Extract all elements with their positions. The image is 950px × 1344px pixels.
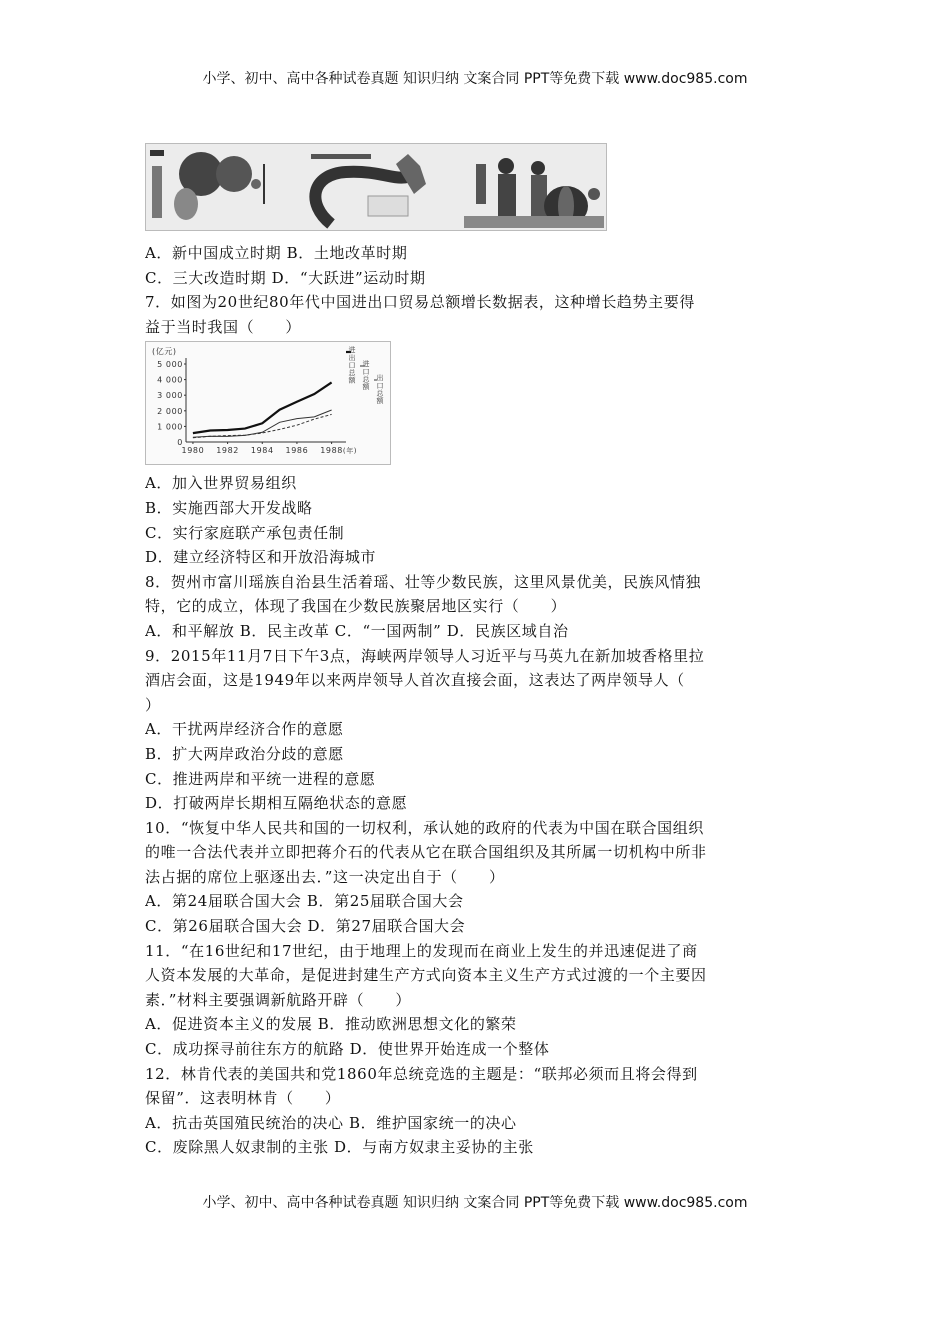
q10-option-line: C．第26届联合国大会 D．第27届联合国大会 xyxy=(145,917,466,936)
q11-stem-line: 素．”材料主要强调新航路开辟（ ） xyxy=(145,990,411,1009)
q12-option-line: A．抗击英国殖民统治的决心 B．维护国家统一的决心 xyxy=(145,1113,517,1132)
q7-option-line: D．建立经济特区和开放沿海城市 xyxy=(145,548,377,567)
x-tick-label: 1982 xyxy=(216,446,239,456)
y-unit-label: (亿元) xyxy=(152,347,177,357)
q9-stem-line: 9．2015年11月7日下午3点，海峡两岸领导人习近平与马英九在新加坡香格里拉 xyxy=(145,646,705,665)
q8-option-line: A．和平解放 B．民主改革 C．“一国两制” D．民族区域自治 xyxy=(145,621,569,640)
q6-option-line: A．新中国成立时期 B．土地改革时期 xyxy=(145,244,408,262)
q7-option-line: C．实行家庭联产承包责任制 xyxy=(145,523,345,542)
series-line-thick xyxy=(193,383,332,434)
q9-stem-line: ） xyxy=(145,695,161,714)
q11-option-line: A．促进资本主义的发展 B．推动欧洲思想文化的繁荣 xyxy=(145,1015,517,1034)
q9-stem-line: 酒店会面，这是1949年以来两岸领导人首次直接会面，这表达了两岸领导人（ xyxy=(145,671,685,690)
trade-growth-chart xyxy=(145,341,391,465)
x-axis-label: (年) xyxy=(342,447,358,456)
q9-option-line: C．推进两岸和平统一进程的意愿 xyxy=(145,769,376,788)
q10-stem-line: 法占据的席位上驱逐出去．”这一决定出自于（ ） xyxy=(145,867,505,886)
page-header: 小学、初中、高中各种试卷真题 知识归纳 文案合同 PPT等免费下载 www.doc985.com xyxy=(202,71,748,87)
q7-stem-line: 益于当时我国（ ） xyxy=(145,317,302,336)
q12-stem-line: 保留”．这表明林肯（ ） xyxy=(145,1089,341,1108)
q7-option-line: A．加入世界贸易组织 xyxy=(145,474,297,493)
q6-option-line: C．三大改造时期 D．“大跃进”运动时期 xyxy=(145,268,426,287)
q9-option-line: A．干扰两岸经济合作的意愿 xyxy=(145,720,344,739)
y-tick-label: 5 000 xyxy=(157,360,183,370)
y-tick-label: 1 000 xyxy=(157,422,183,432)
cartoon-strip-image xyxy=(145,143,607,231)
q9-option-line: D．打破两岸长期相互隔绝状态的意愿 xyxy=(145,794,408,813)
x-tick-label: 1980 xyxy=(181,446,205,456)
page-footer: 小学、初中、高中各种试卷真题 知识归纳 文案合同 PPT等免费下载 www.doc985.com xyxy=(202,1195,748,1211)
y-tick-label: 3 000 xyxy=(157,391,183,401)
q11-stem-line: 11．“在16世纪和17世纪，由于地理上的发现而在商业上发生的并迅速促进了商 xyxy=(145,941,698,960)
q11-option-line: C．成功探寻前往东方的航路 D．使世界开始连成一个整体 xyxy=(145,1040,550,1059)
legend-label: 进出口总额 xyxy=(348,346,356,385)
q11-stem-line: 人资本发展的大革命，是促进封建生产方式向资本主义生产方式过渡的一个主要因 xyxy=(145,966,707,985)
series-line-dashed xyxy=(193,415,332,438)
q10-stem-line: 10．“恢复中华人民共和国的一切权利，承认她的政府的代表为中国在联合国组织 xyxy=(145,818,704,837)
x-tick-label: 1988 xyxy=(320,446,343,456)
q7-option-line: B．实施西部大开发战略 xyxy=(145,498,313,517)
x-tick-label: 1986 xyxy=(285,446,309,456)
q12-stem-line: 12．林肯代表的美国共和党1860年总统竞选的主题是：“联邦必须而且将会得到 xyxy=(145,1064,698,1083)
q8-stem-line: 8．贺州市富川瑶族自治县生活着瑶、壮等少数民族，这里风景优美，民族风情独 xyxy=(145,572,702,591)
legend-label: 进口总额 xyxy=(362,360,370,391)
chart-canvas xyxy=(146,342,390,464)
legend-label: 出口总额 xyxy=(376,374,384,405)
q9-option-line: B．扩大两岸政治分歧的意愿 xyxy=(145,744,344,763)
q10-stem-line: 的唯一合法代表并立即把蒋介石的代表从它在联合国组织及其所属一切机构中所非 xyxy=(145,843,707,862)
y-tick-label: 2 000 xyxy=(157,407,183,417)
q8-stem-line: 特，它的成立，体现了我国在少数民族聚居地区实行（ ） xyxy=(145,597,567,616)
q12-option-line: C．废除黑人奴隶制的主张 D．与南方奴隶主妥协的主张 xyxy=(145,1138,534,1157)
x-tick-label: 1984 xyxy=(250,446,274,456)
q7-stem-line: 7．如图为20世纪80年代中国进出口贸易总额增长数据表，这种增长趋势主要得 xyxy=(145,293,695,312)
exam-content xyxy=(145,143,810,1160)
q10-option-line: A．第24届联合国大会 B．第25届联合国大会 xyxy=(145,892,464,911)
y-tick-label: 4 000 xyxy=(157,375,183,385)
y-tick-label: 0 xyxy=(177,438,183,448)
